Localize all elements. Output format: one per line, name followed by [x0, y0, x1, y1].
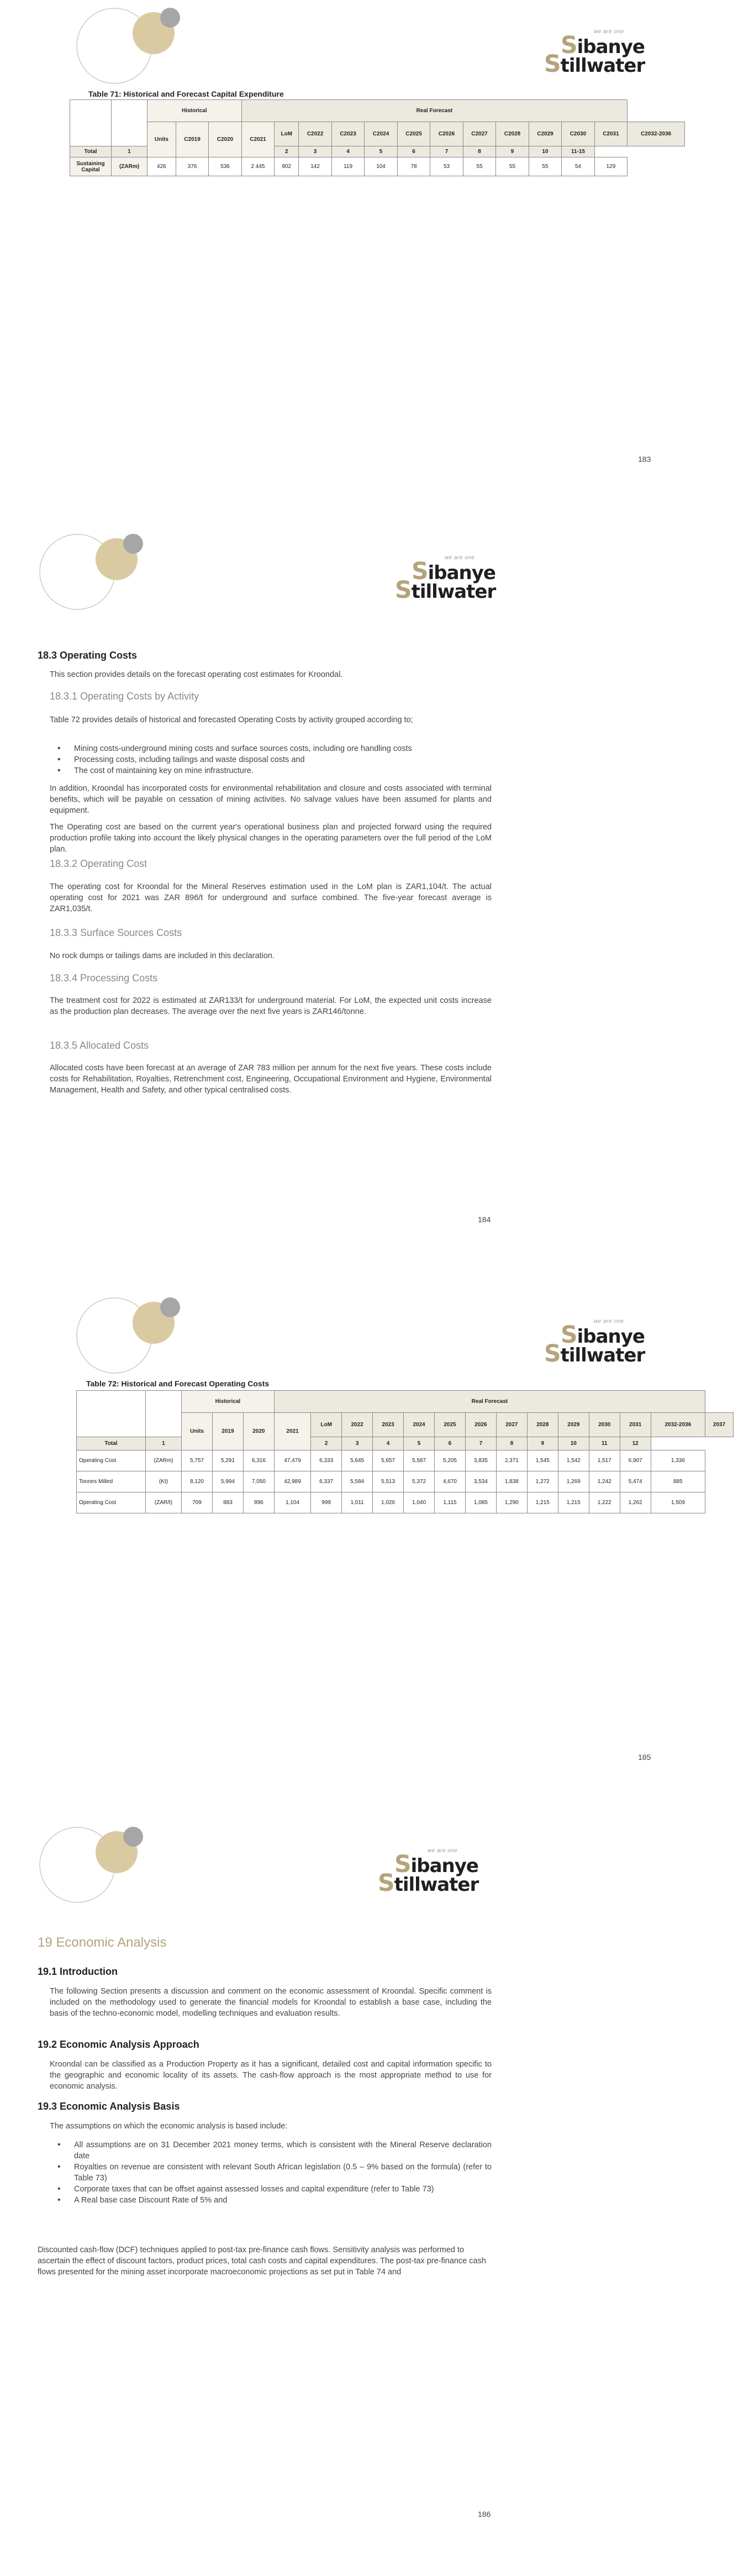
table-cell: 5,291 [212, 1450, 243, 1471]
column-header: 2 [311, 1437, 342, 1450]
table-cell: 1,215 [527, 1492, 558, 1513]
column-header: 1 [146, 1437, 182, 1450]
column-header: Total [77, 1437, 146, 1450]
column-header: 7 [465, 1437, 496, 1450]
page-number: 186 [478, 2510, 491, 2519]
table-cell: 1,545 [527, 1450, 558, 1471]
column-header: 6 [434, 1437, 465, 1450]
column-header: 2022 [342, 1413, 373, 1437]
section-heading: 18.3 Operating Costs [38, 650, 138, 661]
list-item: • Royalties on revenue are consistent with relevant South African legislation (0.5 – 9% based on the formula) (refer to Table 73) [50, 2162, 492, 2184]
column-header: C2029 [529, 122, 561, 146]
page-number: 184 [478, 1215, 491, 1224]
table-cell: 55 [529, 157, 561, 176]
sibanye-stillwater-logo: we are one Sibanye Stillwater [544, 1318, 645, 1368]
table-cell: 119 [331, 157, 364, 176]
subsection-heading: 18.3.1 Operating Costs by Activity [50, 691, 199, 702]
table-cell: 53 [430, 157, 463, 176]
column-header: 2032-2036 [651, 1413, 705, 1437]
subsection-heading: 18.3.3 Surface Sources Costs [50, 927, 182, 938]
table-cell: 1,517 [589, 1450, 620, 1471]
page-184 [0, 519, 754, 1238]
page-number: 183 [638, 455, 651, 464]
table-cell: 78 [397, 157, 430, 176]
column-header: 12 [620, 1437, 651, 1450]
table-cell: 1,838 [496, 1471, 527, 1492]
logo-tagline: we are one [594, 29, 624, 35]
decorative-circles-icon [75, 1294, 185, 1374]
historical-header: Historical [147, 100, 242, 122]
column-header: 2030 [589, 1413, 620, 1437]
table-cell: 4,670 [434, 1471, 465, 1492]
paragraph: No rock dumps or tailings dams are included in this declaration. [50, 951, 275, 960]
table-cell: 6,907 [620, 1450, 651, 1471]
table-cell: 6,333 [311, 1450, 342, 1471]
row-label: Operating Cost [77, 1450, 146, 1471]
table-row [70, 157, 685, 176]
list-item: • Mining costs-underground mining costs and surface sources costs, including ore handling costs [50, 743, 492, 754]
row-label: Tonnes Milled [77, 1471, 146, 1492]
page-number: 185 [638, 1753, 651, 1762]
column-header: 2028 [527, 1413, 558, 1437]
decorative-circles-icon [38, 530, 148, 611]
subsection-heading: 18.3.5 Allocated Costs [50, 1040, 149, 1051]
table-cell: 1,026 [373, 1492, 404, 1513]
table-cell: 2,371 [496, 1450, 527, 1471]
table-cell: 6,337 [311, 1471, 342, 1492]
bullet-list [50, 2139, 492, 2206]
column-header: LoM [311, 1413, 342, 1437]
column-header: 8 [463, 146, 495, 157]
column-header: 5 [404, 1437, 435, 1450]
column-header: 2020 [243, 1413, 274, 1450]
table-cell: 883 [212, 1492, 243, 1513]
page-185 [0, 1282, 754, 1834]
column-header: 1 [112, 146, 147, 157]
paragraph: The following Section presents a discussion and comment on the economic assessment of Kroondal. Specific comment is included on the methodology used to generate the financial models for Kroondal to establish a base case, including the basis of the techno-economic model, modelling techniques and evaluation results. [50, 1987, 492, 2018]
column-header: C2030 [562, 122, 594, 146]
table-cell: 54 [562, 157, 594, 176]
column-header: 9 [527, 1437, 558, 1450]
paragraph: The treatment cost for 2022 is estimated at ZAR133/t for underground material. For LoM, the expected unit costs increase as the production plan decreases. The average over the next five years is ZAR146/tonne. [50, 996, 492, 1016]
paragraph: The operating cost for Kroondal for the Mineral Reserves estimation used in the LoM plan is ZAR1,104/t. The actual operating cost for 2021 was ZAR 896/t for underground and surface combined. The five-year forecast average is ZAR1,035/t. [50, 882, 492, 913]
table-cell: 802 [275, 157, 299, 176]
table-cell: 5,994 [212, 1471, 243, 1492]
list-item: • A Real base case Discount Rate of 5% and [50, 2195, 492, 2206]
sibanye-stillwater-logo: we are one Sibanye Stillwater [395, 555, 496, 604]
table-cell: 1,242 [589, 1471, 620, 1492]
subsection-heading: 18.3.2 Operating Cost [50, 858, 147, 869]
table-cell: 5,513 [373, 1471, 404, 1492]
column-header: 2026 [465, 1413, 496, 1437]
table-cell: 5,584 [342, 1471, 373, 1492]
column-header: 11 [589, 1437, 620, 1450]
subsection-heading: 18.3.4 Processing Costs [50, 972, 158, 984]
table-cell: 7,050 [243, 1471, 274, 1492]
table-cell: 5,205 [434, 1450, 465, 1471]
decorative-circles-icon [75, 4, 185, 85]
table-cell: 1,104 [274, 1492, 310, 1513]
table-cell: 1,269 [558, 1471, 589, 1492]
page-186 [0, 1812, 754, 2576]
paragraph: Table 72 provides details of historical and forecasted Operating Costs by activity grouped according to; [50, 716, 413, 724]
table-cell: 1,215 [558, 1492, 589, 1513]
bullet-list [50, 743, 492, 776]
section-heading: 19.2 Economic Analysis Approach [38, 2039, 199, 2050]
column-header: C2019 [176, 122, 208, 157]
column-header: 2037 [705, 1413, 734, 1437]
column-header: C2031 [594, 122, 627, 146]
table-cell: 47,479 [274, 1450, 310, 1471]
paragraph: The Operating cost are based on the current year's operational business plan and projected forward using the required production profile taking into account the likely physical changes in the operating parameters over the full period of the LoM plan. [50, 823, 492, 854]
table-cell: 1,222 [589, 1492, 620, 1513]
table-cell: 55 [496, 157, 529, 176]
column-header: LoM [275, 122, 299, 146]
column-header: Units [147, 122, 176, 157]
decorative-circles-icon [38, 1823, 148, 1904]
list-item: • Processing costs, including tailings and waste disposal costs and [50, 754, 492, 765]
table-cell: 5,757 [182, 1450, 213, 1471]
column-header: C2023 [331, 122, 364, 146]
column-header: C2020 [209, 122, 241, 157]
forecast-header: Real Forecast [274, 1391, 705, 1413]
table-cell: 885 [651, 1471, 705, 1492]
column-header: 6 [397, 146, 430, 157]
table-cell: 536 [209, 157, 241, 176]
column-header: 2027 [496, 1413, 527, 1437]
column-header: C2026 [430, 122, 463, 146]
column-header: C2027 [463, 122, 495, 146]
table-row [77, 1492, 734, 1513]
row-units: (Kt) [146, 1471, 182, 1492]
table-cell: 142 [299, 157, 331, 176]
column-header: 2023 [373, 1413, 404, 1437]
table-row [77, 1450, 734, 1471]
paragraph: Kroondal can be classified as a Production Property as it has a significant, detailed cost and capital information specific to the geographic and economic locality of its assets. The cash-flow approach is the most appropriate method to use for economic analysis. [50, 2060, 492, 2091]
table-cell: 6,316 [243, 1450, 274, 1471]
table-cell: 426 [147, 157, 176, 176]
sibanye-stillwater-logo: we are one Sibanye Stillwater [544, 29, 645, 78]
column-header: Units [182, 1413, 213, 1450]
table-72-caption: Table 72: Historical and Forecast Operating Costs [86, 1379, 270, 1388]
table-cell: 1,040 [404, 1492, 435, 1513]
table-row [77, 1471, 734, 1492]
column-header: C2028 [496, 122, 529, 146]
column-header: 10 [558, 1437, 589, 1450]
table-cell: 1,542 [558, 1450, 589, 1471]
row-units: (ZAR/t) [146, 1492, 182, 1513]
column-header: C2022 [299, 122, 331, 146]
column-header: 10 [529, 146, 561, 157]
table-cell: 1,085 [465, 1492, 496, 1513]
table-cell: 1,262 [620, 1492, 651, 1513]
column-header: C2021 [241, 122, 274, 157]
section-heading: 19.3 Economic Analysis Basis [38, 2101, 180, 2112]
table-cell: 5,645 [342, 1450, 373, 1471]
column-header: 2029 [558, 1413, 589, 1437]
column-header: 3 [299, 146, 331, 157]
table-cell: 129 [594, 157, 627, 176]
table-cell: 1,336 [651, 1450, 705, 1471]
column-header: 9 [496, 146, 529, 157]
table-cell: 5,372 [404, 1471, 435, 1492]
paragraph: Allocated costs have been forecast at an average of ZAR 783 million per annum for the next five years. These costs include costs for Rehabilitation, Royalties, Retrenchment cost, Engineering, Occupational Environment and Hygiene, Environmental Management, Health and Safety, and other typical centralised costs. [50, 1064, 492, 1095]
table-cell: 999 [311, 1492, 342, 1513]
table-cell: 376 [176, 157, 208, 176]
column-header: 2019 [212, 1413, 243, 1450]
column-header: 5 [365, 146, 397, 157]
table-cell: 1,115 [434, 1492, 465, 1513]
paragraph: The assumptions on which the economic analysis is based include: [50, 2122, 288, 2131]
table-cell: 709 [182, 1492, 213, 1513]
column-header: 2031 [620, 1413, 651, 1437]
table-cell: 3,534 [465, 1471, 496, 1492]
column-header: 2024 [404, 1413, 435, 1437]
table-cell: 3,835 [465, 1450, 496, 1471]
column-header: 8 [496, 1437, 527, 1450]
column-header: 2021 [274, 1413, 310, 1450]
column-header: C2032-2036 [628, 122, 685, 146]
table-cell: 1,272 [527, 1471, 558, 1492]
column-header: C2024 [365, 122, 397, 146]
list-item: • Corporate taxes that can be offset against assessed losses and capital expenditure (refer to Table 73) [50, 2184, 492, 2195]
chapter-heading: 19 Economic Analysis [38, 1935, 167, 1950]
paragraph: In addition, Kroondal has incorporated costs for environmental rehabilitation and closure and costs associated with terminal benefits, which will be payable on cessation of mining activities. No salvage values have been assumed for plants and equipment. [50, 784, 492, 815]
table-cell: 896 [243, 1492, 274, 1513]
row-units: (ZARm) [112, 157, 147, 176]
column-header: 11-15 [562, 146, 594, 157]
table-cell: 1,509 [651, 1492, 705, 1513]
forecast-header: Real Forecast [241, 100, 627, 122]
list-item: • The cost of maintaining key on mine infrastructure. [50, 765, 492, 776]
sibanye-stillwater-logo: we are one Sibanye Stillwater [378, 1848, 479, 1897]
list-item: • All assumptions are on 31 December 2021 money terms, which is consistent with the Mineral Reserve declaration date [50, 2139, 492, 2162]
column-header: 2025 [434, 1413, 465, 1437]
table-cell: 5,657 [373, 1450, 404, 1471]
table-71-caption: Table 71: Historical and Forecast Capital Expenditure [88, 90, 284, 98]
row-label: Sustaining Capital [70, 157, 112, 176]
table-cell: 104 [365, 157, 397, 176]
opex-table [76, 1390, 734, 1513]
column-header: 2 [275, 146, 299, 157]
table-cell: 2 445 [241, 157, 274, 176]
table-cell: 55 [463, 157, 495, 176]
paragraph: This section provides details on the forecast operating cost estimates for Kroondal. [50, 670, 343, 679]
table-cell: 8,120 [182, 1471, 213, 1492]
table-cell: 1,290 [496, 1492, 527, 1513]
table-cell: 1,011 [342, 1492, 373, 1513]
row-units: (ZARm) [146, 1450, 182, 1471]
column-header: 4 [331, 146, 364, 157]
section-heading: 19.1 Introduction [38, 1966, 118, 1977]
column-header: Total [70, 146, 112, 157]
table-cell: 42,989 [274, 1471, 310, 1492]
historical-header: Historical [182, 1391, 275, 1413]
column-header: 7 [430, 146, 463, 157]
table-cell: 5,587 [404, 1450, 435, 1471]
capex-table [70, 99, 685, 176]
row-label: Operating Cost [77, 1492, 146, 1513]
column-header: C2025 [397, 122, 430, 146]
column-header: 4 [373, 1437, 404, 1450]
column-header: 3 [342, 1437, 373, 1450]
paragraph: Discounted cash-flow (DCF) techniques applied to post-tax pre-finance cash flows. Sensitivity analysis was performed to ascertain the effect of discount factors, product prices, total cash costs and capital expenditures. The post-tax pre-finance cash flows presented for the mining asset incorporate macroeconomic projections as set put in Table 74 and [38, 2246, 486, 2277]
table-cell: 5,474 [620, 1471, 651, 1492]
